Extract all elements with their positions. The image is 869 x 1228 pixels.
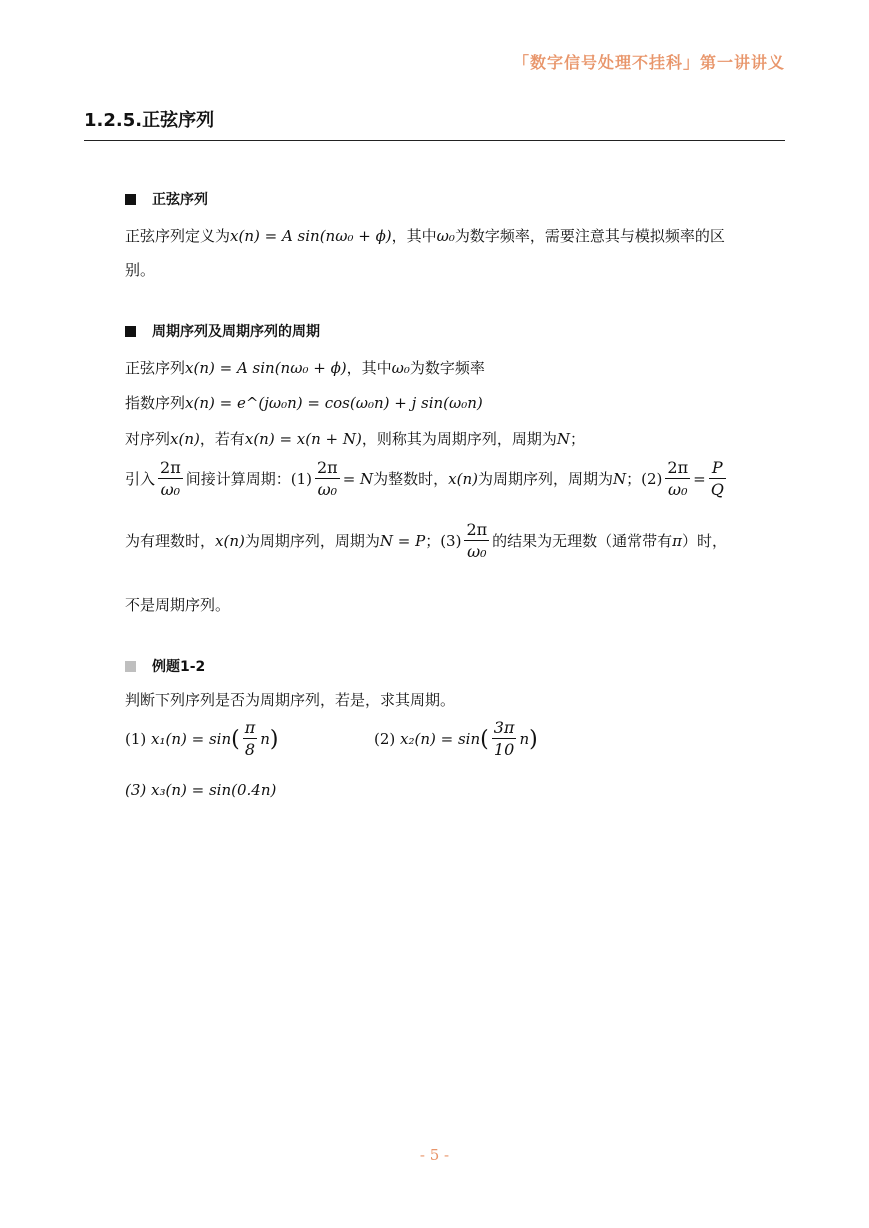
- fraction-2pi-omega: [315, 458, 340, 501]
- text-fragment: 指数序列: [125, 394, 186, 412]
- fraction-p-q: [709, 458, 726, 501]
- text-fragment: 为有理数时，: [125, 532, 216, 550]
- math-fragment: x(n): [448, 470, 478, 488]
- case-label: (2): [641, 470, 663, 488]
- math-fragment: N = P: [379, 532, 426, 550]
- omega-symbol: ω₀: [436, 227, 455, 245]
- fraction-denominator: 8: [244, 740, 256, 759]
- math-fragment: = N: [342, 470, 374, 488]
- rational-case-line: [125, 520, 727, 563]
- math-fragment: n: [519, 730, 530, 748]
- fraction-3pi-10: [492, 718, 517, 761]
- periodic-definition-line: [125, 428, 585, 449]
- fraction-2pi-omega: [158, 458, 183, 501]
- text-fragment: 为周期序列，周期为: [478, 470, 614, 488]
- math-fragment: N: [613, 470, 627, 488]
- text-fragment: ，若有: [199, 430, 245, 448]
- fraction-denominator: 10: [493, 740, 515, 759]
- left-paren: (: [480, 727, 489, 752]
- non-periodic-line: 不是周期序列。: [125, 596, 231, 614]
- text-fragment: ，其中: [391, 227, 437, 245]
- math-fragment: x(n): [215, 532, 245, 550]
- right-paren: ): [529, 727, 538, 752]
- text-fragment: 正弦序列定义为: [125, 227, 231, 245]
- bullet-heading-text: 例题1-2: [152, 659, 206, 675]
- bullet-heading-periodic: [125, 321, 320, 341]
- fraction-2pi-omega: [665, 458, 690, 501]
- math-fragment: n: [260, 730, 270, 748]
- bullet-square-icon: [125, 326, 136, 337]
- sine-formula: x(n) = A sin(nω₀ + ϕ): [230, 227, 392, 245]
- text-fragment: ；: [569, 430, 585, 448]
- fraction-denominator: ω₀: [467, 542, 487, 561]
- fraction-denominator: Q: [710, 480, 724, 499]
- math-fragment: x(n): [170, 430, 200, 448]
- fraction-numerator: 2π: [466, 520, 488, 539]
- fraction-denominator: ω₀: [668, 480, 688, 499]
- text-fragment: 为周期序列，周期为: [244, 532, 380, 550]
- text-fragment: ）时，: [682, 532, 728, 550]
- sine-definition-line: [125, 225, 725, 246]
- fraction-pi-8: [243, 718, 258, 761]
- document-header: 「数字信号处理不挂科」第一讲讲义: [512, 53, 785, 72]
- fraction-denominator: ω₀: [317, 480, 338, 499]
- text-fragment: ，则称其为周期序列，周期为: [361, 430, 557, 448]
- bullet-square-icon: [125, 661, 136, 672]
- math-fragment: N: [556, 430, 570, 448]
- fraction-denominator: ω₀: [160, 480, 181, 499]
- text-fragment: 引入: [125, 470, 156, 488]
- item-label: (2): [374, 730, 396, 748]
- example-item-2: [374, 718, 538, 761]
- text-fragment: ；: [626, 470, 642, 488]
- fraction-numerator: 2π: [316, 458, 338, 477]
- exponential-sequence-line: [125, 392, 483, 413]
- fraction-numerator: 2π: [160, 458, 181, 477]
- left-paren: (: [231, 727, 240, 752]
- bullet-heading-text: 正弦序列: [152, 192, 208, 208]
- sine-definition-line-2: 别。: [125, 261, 156, 279]
- math-fragment: =: [693, 470, 706, 488]
- omega-symbol: ω₀: [391, 359, 410, 377]
- fraction-numerator: P: [711, 458, 723, 477]
- item-label: (1): [125, 730, 147, 748]
- text-fragment: 为数字频率，需要注意其与模拟频率的区: [454, 227, 725, 245]
- page-number: - 5 -: [419, 1146, 450, 1164]
- sine-formula: x(n) = A sin(nω₀ + ϕ): [185, 359, 347, 377]
- example-question: 判断下列序列是否为周期序列，若是，求其周期。: [125, 691, 456, 709]
- bullet-square-icon: [125, 194, 136, 205]
- exponential-formula: x(n) = e^(jω₀n) = cos(ω₀n) + j sin(ω₀n): [185, 394, 483, 412]
- fraction-numerator: 2π: [667, 458, 689, 477]
- period-cases-line: [125, 458, 729, 501]
- example-item-3: (3) x₃(n) = sin(0.4n): [125, 781, 277, 799]
- right-paren: ): [269, 727, 279, 752]
- bullet-heading-example: [125, 656, 205, 676]
- example-item-1: [125, 718, 279, 761]
- periodic-formula: x(n) = x(n + N): [244, 430, 362, 448]
- math-fragment: x₁(n) = sin: [151, 730, 232, 748]
- fraction-2pi-omega: [464, 520, 489, 563]
- text-fragment: 为数字频率: [409, 359, 485, 377]
- bullet-heading-sine: [125, 189, 208, 209]
- sine-sequence-line: [125, 357, 485, 378]
- text-fragment: 为整数时，: [373, 470, 449, 488]
- math-fragment: x₂(n) = sin: [400, 730, 481, 748]
- text-fragment: ；: [425, 532, 441, 550]
- bullet-heading-text: 周期序列及周期序列的周期: [152, 324, 320, 340]
- section-divider: [84, 140, 785, 141]
- section-title: 1.2.5.正弦序列: [84, 110, 215, 131]
- text-fragment: 的结果为无理数（通常带有: [492, 532, 673, 550]
- math-fragment: π: [672, 532, 683, 550]
- text-fragment: 对序列: [125, 430, 171, 448]
- text-fragment: 间接计算周期：: [185, 470, 291, 488]
- fraction-numerator: 3π: [493, 718, 515, 737]
- case-label: (3): [440, 532, 462, 550]
- case-label: (1): [290, 470, 312, 488]
- text-fragment: 正弦序列: [125, 359, 186, 377]
- fraction-numerator: π: [244, 718, 256, 737]
- text-fragment: ，其中: [346, 359, 392, 377]
